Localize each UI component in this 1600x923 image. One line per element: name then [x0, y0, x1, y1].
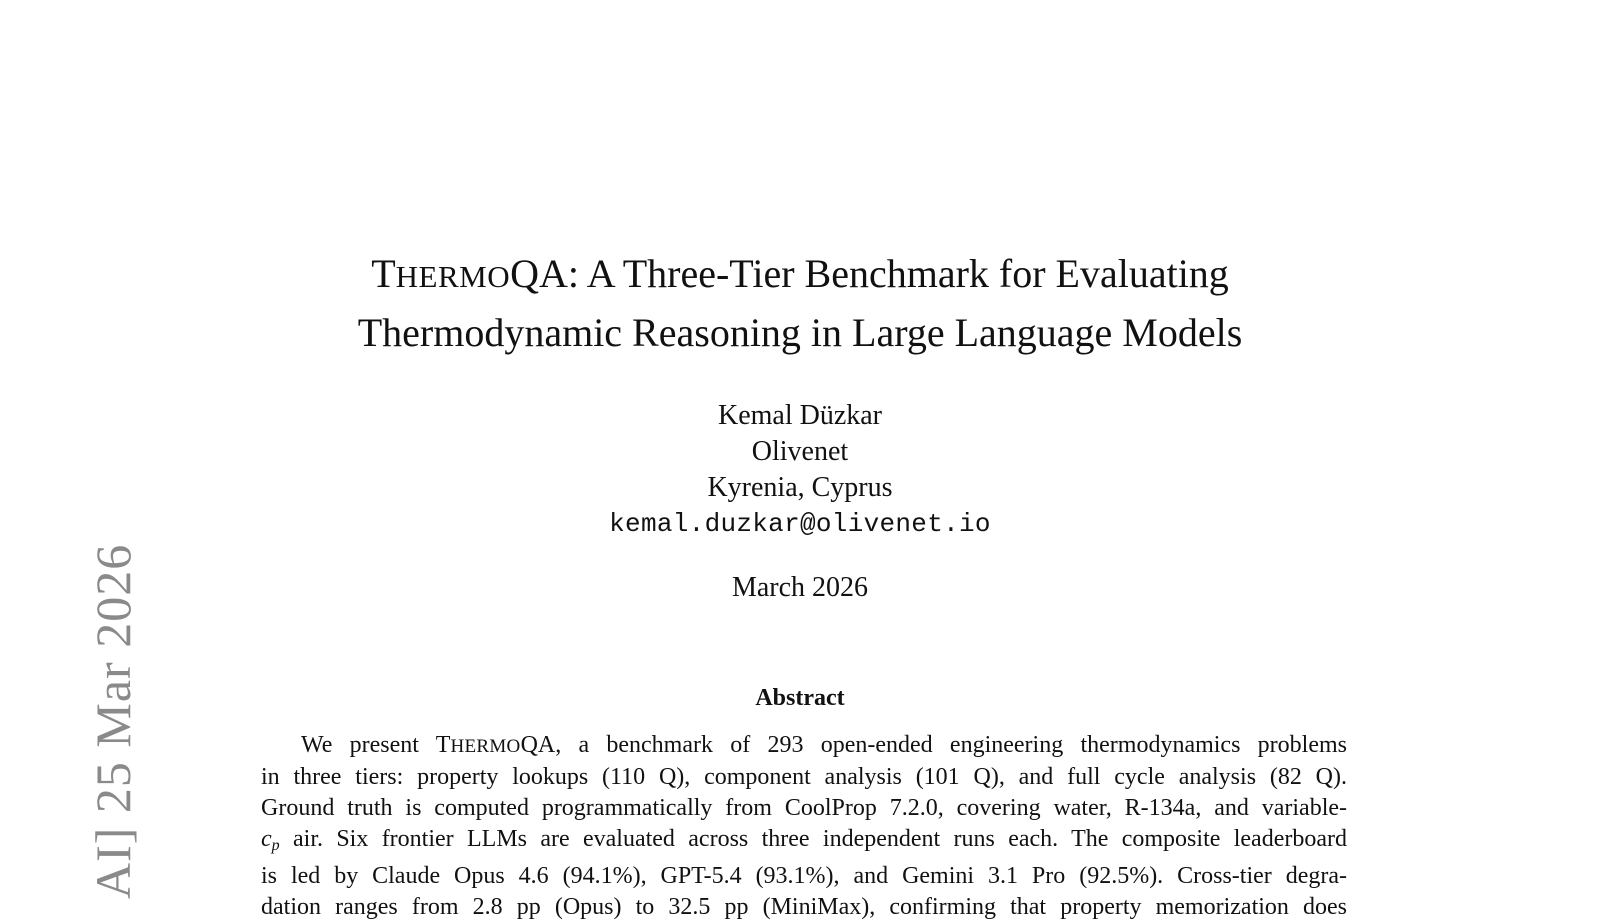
author-affiliation: Olivenet	[751, 436, 849, 467]
abstract-line-5: is led by Claude Opus 4.6 (94.1%), GPT-5.4 (93.1%), and Gemini 3.1 Pro (92.5%). Cross-tier degra-	[261, 863, 1347, 889]
paper-date: March 2026	[731, 572, 869, 603]
author-name: Kemal Düzkar	[717, 400, 883, 431]
author-email[interactable]: kemal.duzkar@olivenet.io	[609, 509, 991, 539]
abstract-heading: Abstract	[755, 685, 845, 711]
paper-title	[200, 246, 1400, 361]
abstract-line-2: in three tiers: property lookups (110 Q), component analysis (101 Q), and full cycle analysis (82 Q).	[261, 764, 1347, 790]
abstract-line-3: Ground truth is computed programmatically from CoolProp 7.2.0, covering water, R-134a, and variable-	[261, 795, 1347, 821]
math-subscript-p: p	[271, 837, 280, 854]
abstract-line-1: We present THERMOQA, a benchmark of 293 open-ended engineering thermodynamics problems	[301, 732, 1347, 758]
math-c: c	[261, 826, 272, 852]
abstract-line-4: cp air. Six frontier LLMs are evaluated across three independent runs each. The composite leaderboard	[261, 826, 1347, 854]
abstract-line-6: dation ranges from 2.8 pp (Opus) to 32.5 pp (MiniMax), confirming that property memorization does	[261, 894, 1347, 920]
abstract-body	[261, 730, 1347, 923]
title-line-2: Thermodynamic Reasoning in Large Language Models	[357, 310, 1243, 355]
author-location: Kyrenia, Cyprus	[707, 472, 893, 503]
author-block	[400, 398, 1200, 542]
arxiv-side-stamp: AI] 25 Mar 2026	[85, 543, 141, 899]
title-line-1: THERMOQA: A Three-Tier Benchmark for Evaluating	[371, 251, 1229, 296]
